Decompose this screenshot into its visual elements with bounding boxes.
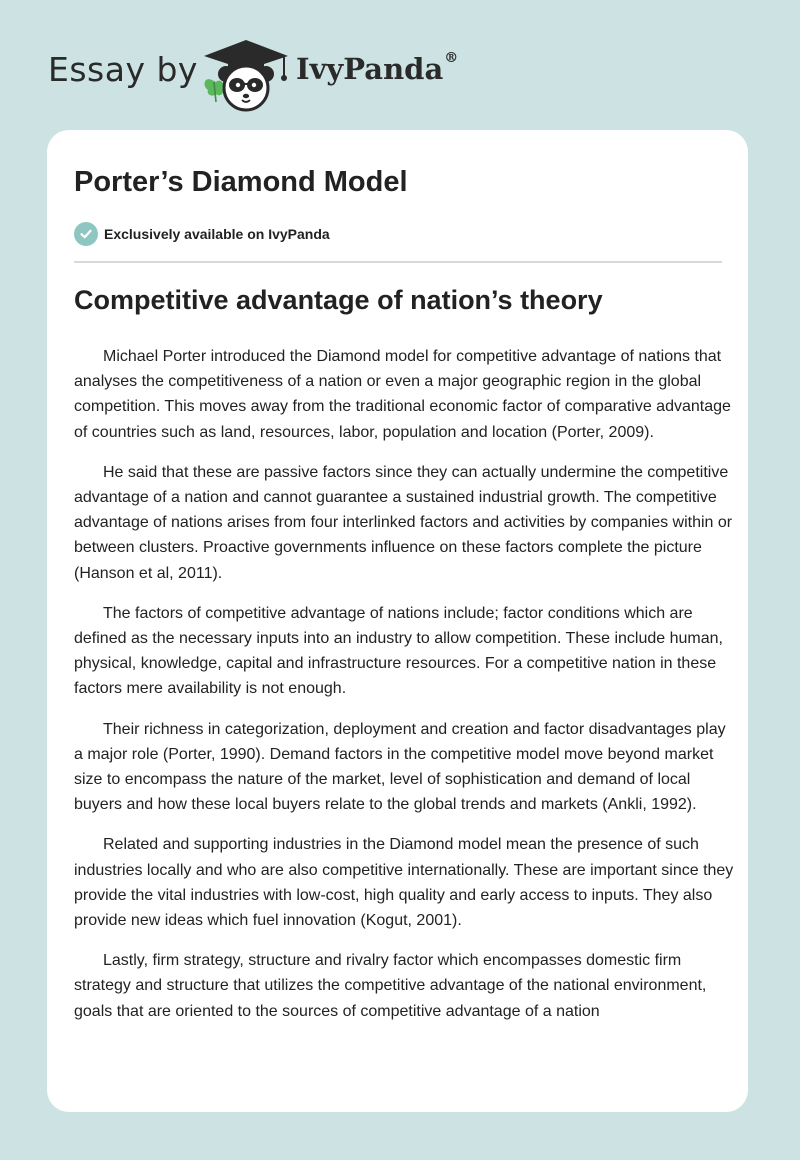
- section-heading: Competitive advantage of nation’s theory: [74, 285, 603, 315]
- brand-prefix: Essay by: [48, 50, 198, 89]
- badge-label: Exclusively available on IvyPanda: [104, 226, 330, 242]
- exclusive-badge: [74, 222, 330, 246]
- paragraph: Their richness in categorization, deployment and creation and factor disadvantages play a major role (Porter, 1990). Demand factors in the competitive model move beyond market size to encompass the nature of the market, level of sophistication and demand of local buyers and how these local buyers relate to the global trends and markets (Ankli, 1992).: [74, 720, 726, 814]
- paragraph: Michael Porter introduced the Diamond model for competitive advantage of nations that analyses the competitiveness of a nation or even a major geographic region in the global competition. This moves away from the traditional economic factor of comparative advantage of countries such as land, resources, labor, population and location (Porter, 2009).: [74, 348, 731, 441]
- brand-name[interactable]: [296, 52, 458, 86]
- site-header: [0, 0, 800, 130]
- check-icon: [74, 222, 98, 246]
- panda-logo-icon[interactable]: [198, 36, 294, 112]
- brand-name-text: IvyPanda: [296, 52, 444, 86]
- article-card: [47, 130, 748, 1112]
- paragraph: Lastly, firm strategy, structure and rivalry factor which encompasses domestic firm strategy and structure that utilizes the competitive advantage of the national environment, goals that are oriented to the sources of competitive advantage of a nation: [74, 952, 707, 1020]
- paragraph: He said that these are passive factors since they can actually undermine the competitive advantage of a nation and cannot guarantee a sustained industrial growth. The competitive advantage of nations arises from four interlinked factors and activities by companies within or between clusters. Proactive governments influence on these factors complete the picture (Hanson et al, 2011).: [74, 463, 733, 582]
- divider: [74, 261, 722, 263]
- article-body: [74, 344, 734, 1039]
- registered-mark: ®: [444, 50, 459, 66]
- paragraph: The factors of competitive advantage of nations include; factor conditions which are defined as the necessary inputs into an industry to allow competition. These include human, physical, knowledge, capital and infrastructure resources. For a competitive nation in these factors mere availability is not enough.: [74, 604, 723, 698]
- paragraph: Related and supporting industries in the Diamond model mean the presence of such industries locally and who are also competitive internationally. These are important since they provide the vital industries with low-cost, high quality and early access to inputs. They also provide new ideas which fuel innovation (Kogut, 2001).: [74, 836, 734, 930]
- ivy-leaf-icon: [205, 79, 224, 102]
- page-title: Porter’s Diamond Model: [74, 166, 408, 198]
